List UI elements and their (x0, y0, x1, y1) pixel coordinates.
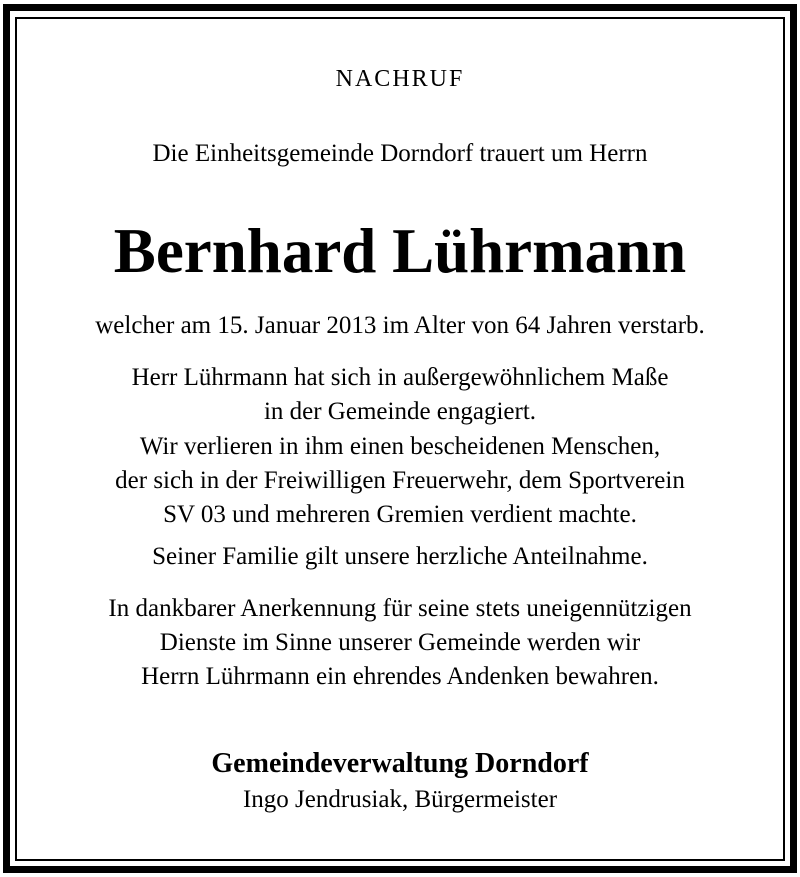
paragraph-line: Wir verlieren in ihm einen bescheidenen Menschen, (139, 433, 661, 460)
paragraph-line: Seiner Familie gilt unsere herzliche Anteilnahme. (152, 543, 648, 570)
signature-person: Ingo Jendrusiak, Bürgermeister (242, 786, 558, 813)
notice-heading: NACHRUF (335, 66, 465, 92)
deceased-name: Bernhard Lührmann (113, 216, 687, 286)
paragraph-line: in der Gemeinde engagiert. (263, 398, 537, 425)
paragraph-line: der sich in der Freiwilligen Freuerwehr, dem Sportverein (115, 467, 685, 494)
paragraph-engagement (17, 361, 783, 429)
paragraph-line: In dankbarer Anerkennung für seine stets uneigennützigen (108, 595, 692, 622)
paragraph-remembrance (17, 592, 783, 694)
death-date-line: welcher am 15. Januar 2013 im Alter von 64 Jahren verstarb. (95, 312, 705, 339)
intro-line: Die Einheitsgemeinde Dorndorf trauert um Herrn (152, 140, 648, 167)
paragraph-line: Herrn Lührmann ein ehrendes Andenken bewahren. (141, 663, 659, 690)
paragraph-line: SV 03 und mehreren Gremien verdient machte. (163, 501, 637, 528)
paragraph-tribute (17, 430, 783, 532)
paragraph-condolence (17, 540, 783, 574)
signature-organization: Gemeindeverwaltung Dorndorf (211, 748, 589, 779)
obituary-notice (17, 19, 783, 859)
paragraph-line: Herr Lührmann hat sich in außergewöhnlichem Maße (131, 364, 669, 391)
paragraph-line: Dienste im Sinne unserer Gemeinde werden wir (159, 629, 641, 656)
